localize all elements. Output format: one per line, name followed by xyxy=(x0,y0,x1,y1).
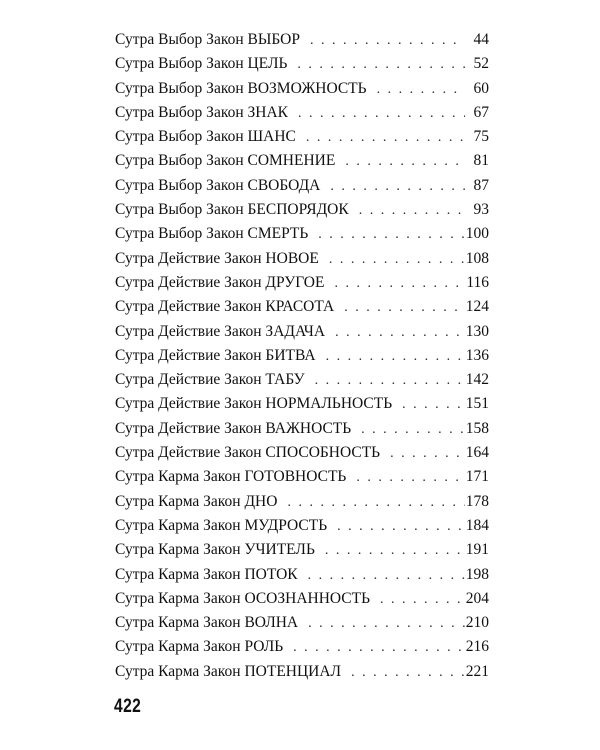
toc-entry-page: 75 xyxy=(473,128,489,146)
toc-entry-page: 184 xyxy=(465,516,489,534)
toc-entry-page: 100 xyxy=(465,225,489,243)
dot-leader xyxy=(335,150,465,174)
toc-entry[interactable] xyxy=(115,320,489,344)
dot-leader xyxy=(305,369,465,393)
toc-entry-title: Сутра Карма Закон ПОТЕНЦИАЛ xyxy=(115,662,342,680)
toc-entry-page: 191 xyxy=(465,541,489,559)
toc-entry[interactable] xyxy=(115,247,489,271)
toc-entry-title: Сутра Действие Закон ЗАДАЧА xyxy=(115,322,326,340)
toc-entry-page: 142 xyxy=(465,371,489,389)
toc-entry[interactable] xyxy=(115,465,489,489)
toc-entry-title: Сутра Выбор Закон БЕСПОРЯДОК xyxy=(115,201,349,219)
toc-entry-title: Сутра Действие Закон НОВОЕ xyxy=(115,249,319,267)
dot-leader xyxy=(380,442,465,466)
dot-leader xyxy=(298,612,465,636)
toc-entry-title: Сутра Карма Закон ОСОЗНАННОСТЬ xyxy=(115,589,371,607)
toc-entry-title: Сутра Карма Закон ГОТОВНОСТЬ xyxy=(115,468,347,486)
toc-entry-title: Сутра Действие Закон ДРУГОЕ xyxy=(115,273,325,291)
toc-entry-title: Сутра Выбор Закон ШАНС xyxy=(115,128,296,146)
toc-entry[interactable] xyxy=(115,149,489,173)
toc-entry-title: Сутра Действие Закон ТАБУ xyxy=(115,371,305,389)
toc-entry-title: Сутра Действие Закон НОРМАЛЬНОСТЬ xyxy=(115,395,393,413)
dot-leader xyxy=(277,491,465,515)
toc-entry-page: 221 xyxy=(465,662,489,680)
dot-leader xyxy=(370,588,465,612)
toc-entry[interactable] xyxy=(115,490,489,514)
toc-entry[interactable] xyxy=(115,587,489,611)
toc-entry-page: 130 xyxy=(465,322,489,340)
toc-entry[interactable] xyxy=(115,660,489,684)
toc-entry[interactable] xyxy=(115,538,489,562)
toc-entry-page: 216 xyxy=(465,638,489,656)
dot-leader xyxy=(334,296,465,320)
dot-leader xyxy=(392,393,465,417)
dot-leader xyxy=(288,102,465,126)
toc-entry[interactable] xyxy=(115,563,489,587)
toc-entry[interactable] xyxy=(115,514,489,538)
toc-entry-title: Сутра Выбор Закон СВОБОДА xyxy=(115,176,321,194)
toc-entry[interactable] xyxy=(115,392,489,416)
toc-entry[interactable] xyxy=(115,441,489,465)
dot-leader xyxy=(308,223,465,247)
toc-entry-page: 151 xyxy=(465,395,489,413)
dot-leader xyxy=(315,539,465,563)
dot-leader xyxy=(349,199,465,223)
page-number: 422 xyxy=(114,696,142,717)
toc-entry-title: Сутра Выбор Закон ЦЕЛЬ xyxy=(115,55,288,73)
toc-entry[interactable] xyxy=(115,611,489,635)
toc-entry-title: Сутра Действие Закон БИТВА xyxy=(115,346,316,364)
dot-leader xyxy=(300,29,465,53)
toc-entry[interactable] xyxy=(115,368,489,392)
dot-leader xyxy=(324,272,465,296)
toc-entry-page: 81 xyxy=(473,152,489,170)
dot-leader xyxy=(319,248,465,272)
toc-entry-page: 44 xyxy=(473,31,489,48)
dot-leader xyxy=(367,78,465,102)
toc-entry[interactable] xyxy=(115,125,489,149)
toc-entry[interactable] xyxy=(115,174,489,198)
toc-entry[interactable] xyxy=(115,635,489,659)
dot-leader xyxy=(316,345,465,369)
toc-entry-page: 198 xyxy=(465,565,489,583)
toc-entry[interactable] xyxy=(115,344,489,368)
toc-entry-title: Сутра Карма Закон РОЛЬ xyxy=(115,638,284,656)
toc-entry-page: 116 xyxy=(466,273,489,291)
toc-entry-page: 93 xyxy=(473,201,489,219)
toc-entry-page: 171 xyxy=(465,468,489,486)
toc-entry[interactable] xyxy=(115,101,489,125)
toc-entry-page: 164 xyxy=(465,444,489,462)
toc-entry-page: 60 xyxy=(473,79,489,97)
toc-entry-title: Сутра Карма Закон ПОТОК xyxy=(115,565,298,583)
dot-leader xyxy=(346,466,465,490)
toc-entry-title: Сутра Карма Закон ДНО xyxy=(115,492,278,510)
dot-leader xyxy=(298,564,465,588)
toc-entry-title: Сутра Действие Закон КРАСОТА xyxy=(115,298,335,316)
dot-leader xyxy=(283,636,465,660)
toc-entry-page: 136 xyxy=(465,346,489,364)
toc-entry-page: 158 xyxy=(465,419,489,437)
toc-entry-title: Сутра Выбор Закон СМЕРТЬ xyxy=(115,225,309,243)
toc-entry[interactable] xyxy=(115,295,489,319)
toc-entry[interactable] xyxy=(115,28,489,52)
dot-leader xyxy=(325,321,465,345)
dot-leader xyxy=(287,53,465,77)
toc-entry-title: Сутра Карма Закон МУДРОСТЬ xyxy=(115,516,328,534)
toc-entry-title: Сутра Действие Закон ВАЖНОСТЬ xyxy=(115,419,352,437)
toc-entry[interactable] xyxy=(115,417,489,441)
toc-entry[interactable] xyxy=(115,271,489,295)
toc-entry-title: Сутра Выбор Закон СОМНЕНИЕ xyxy=(115,152,336,170)
toc-entry-title: Сутра Выбор Закон ЗНАК xyxy=(115,103,288,121)
toc-entry[interactable] xyxy=(115,52,489,76)
toc-entry-title: Сутра Действие Закон СПОСОБНОСТЬ xyxy=(115,444,381,462)
toc-entry-title: Сутра Выбор Закон ВОЗМОЖНОСТЬ xyxy=(115,79,367,97)
dot-leader xyxy=(296,126,465,150)
dot-leader xyxy=(351,418,465,442)
toc-entry-title: Сутра Карма Закон УЧИТЕЛЬ xyxy=(115,541,315,559)
toc-entry-page: 87 xyxy=(473,176,489,194)
toc-entry-page: 52 xyxy=(473,55,489,73)
toc-entry-page: 124 xyxy=(465,298,489,316)
dot-leader xyxy=(341,661,465,685)
toc-entry[interactable] xyxy=(115,77,489,101)
toc-entry-page: 178 xyxy=(465,492,489,510)
toc-entry-title: Сутра Выбор Закон ВЫБОР xyxy=(115,31,300,48)
table-of-contents xyxy=(115,28,489,684)
dot-leader xyxy=(320,175,465,199)
toc-entry-page: 210 xyxy=(465,614,489,632)
toc-entry-page: 204 xyxy=(465,589,489,607)
toc-entry-page: 67 xyxy=(473,103,489,121)
dot-leader xyxy=(327,515,465,539)
toc-entry-title: Сутра Карма Закон ВОЛНА xyxy=(115,614,299,632)
toc-entry-page: 108 xyxy=(465,249,489,267)
toc-entry[interactable] xyxy=(115,198,489,222)
toc-entry[interactable] xyxy=(115,222,489,246)
